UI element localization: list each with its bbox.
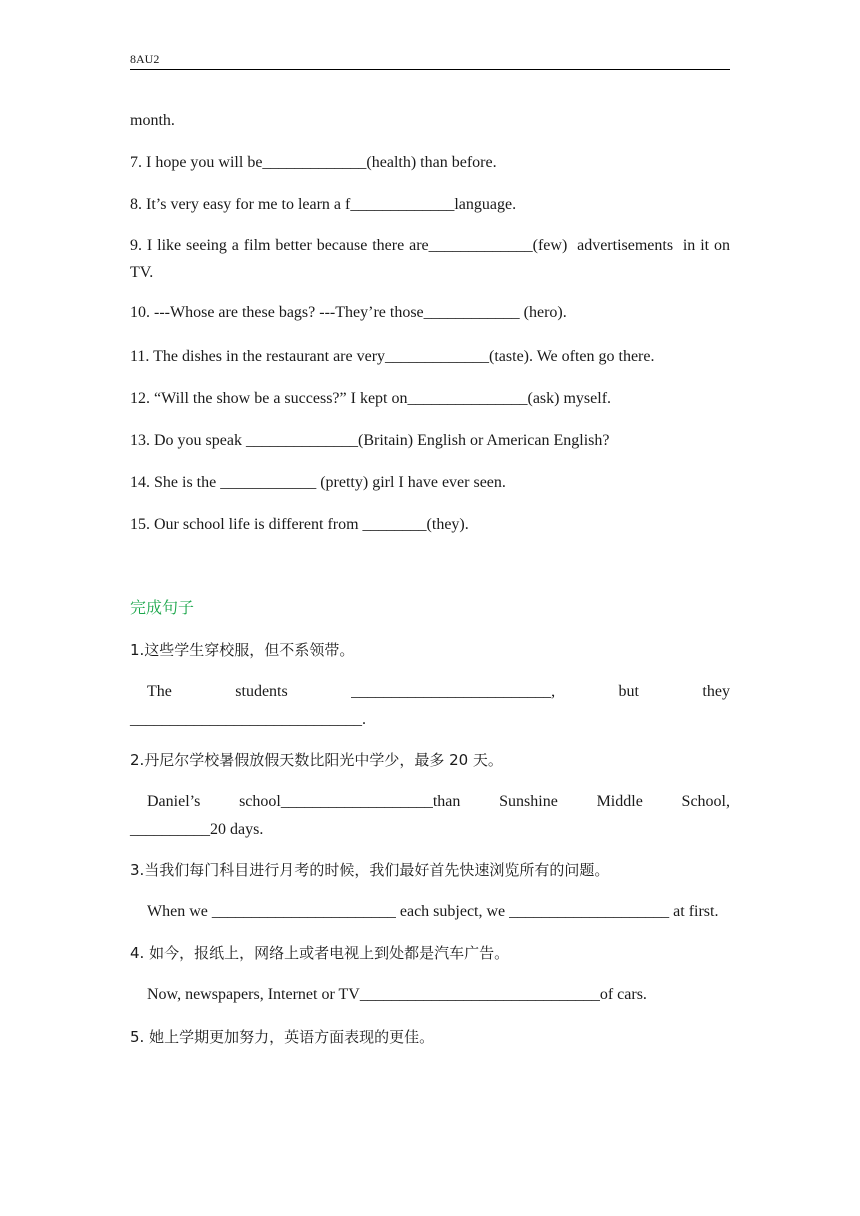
- question-b1-word: students: [235, 683, 288, 700]
- question-15: 15. Our school life is different from ________(they).: [130, 516, 469, 533]
- question-b1-blank: _________________________,: [351, 683, 556, 700]
- question-b2-word: Middle: [596, 793, 643, 810]
- question-11: 11. The dishes in the restaurant are very_____________(taste). We often go there.: [130, 348, 655, 365]
- question-14: 14. She is the ____________ (pretty) girl I have ever seen.: [130, 474, 506, 491]
- section-title: 完成句子: [130, 598, 195, 617]
- question-b5-prompt: 5. 她上学期更加努力，英语方面表现的更佳。: [130, 1028, 435, 1046]
- question-b2-word: School,: [681, 793, 730, 810]
- question-b1-prompt: 1.这些学生穿校服，但不系领带。: [130, 641, 355, 659]
- question-b3-prompt: 3.当我们每门科目进行月考的时候，我们最好首先快速浏览所有的问题。: [130, 861, 610, 879]
- question-b2-word: Daniel’s: [147, 793, 201, 810]
- question-b1-line1: [130, 681, 730, 703]
- question-12: 12. “Will the show be a success?” I kept on_______________(ask) myself.: [130, 390, 612, 407]
- question-10: 10. ---Whose are these bags? ---They’re those____________ (hero).: [130, 304, 567, 321]
- question-b1-word: but: [618, 683, 639, 700]
- question-b2-prompt: 2.丹尼尔学校暑假放假天数比阳光中学少，最多 20 天。: [130, 751, 503, 769]
- question-8: 8. It’s very easy for me to learn a f_____________language.: [130, 196, 517, 213]
- question-b4-prompt: 4. 如今，报纸上，网络上或者电视上到处都是汽车广告。: [130, 944, 510, 962]
- page-header: [130, 52, 730, 70]
- carry-over-text: month.: [130, 112, 175, 129]
- question-b3-line1: When we _______________________ each subject, we ____________________ at first.: [147, 903, 719, 920]
- question-b2-blank: school___________________than: [239, 793, 461, 810]
- question-b1-line2: _____________________________.: [130, 711, 366, 728]
- question-7: 7. I hope you will be_____________(health) than before.: [130, 154, 497, 171]
- header-code: 8AU2: [130, 52, 160, 66]
- worksheet-content: [130, 110, 734, 1048]
- question-b2-line2: __________20 days.: [130, 821, 264, 838]
- question-b2-word: Sunshine: [499, 793, 558, 810]
- question-9: 9. I like seeing a film better because there are_____________(few) advertisements in it on TV.: [130, 237, 734, 281]
- question-13: 13. Do you speak ______________(Britain) English or American English?: [130, 432, 610, 449]
- question-b1-word: The: [147, 683, 172, 700]
- question-b4-line1: Now, newspapers, Internet or TV______________________________of cars.: [147, 986, 647, 1003]
- question-b1-word: they: [702, 683, 730, 700]
- question-b2-line1: [130, 791, 730, 813]
